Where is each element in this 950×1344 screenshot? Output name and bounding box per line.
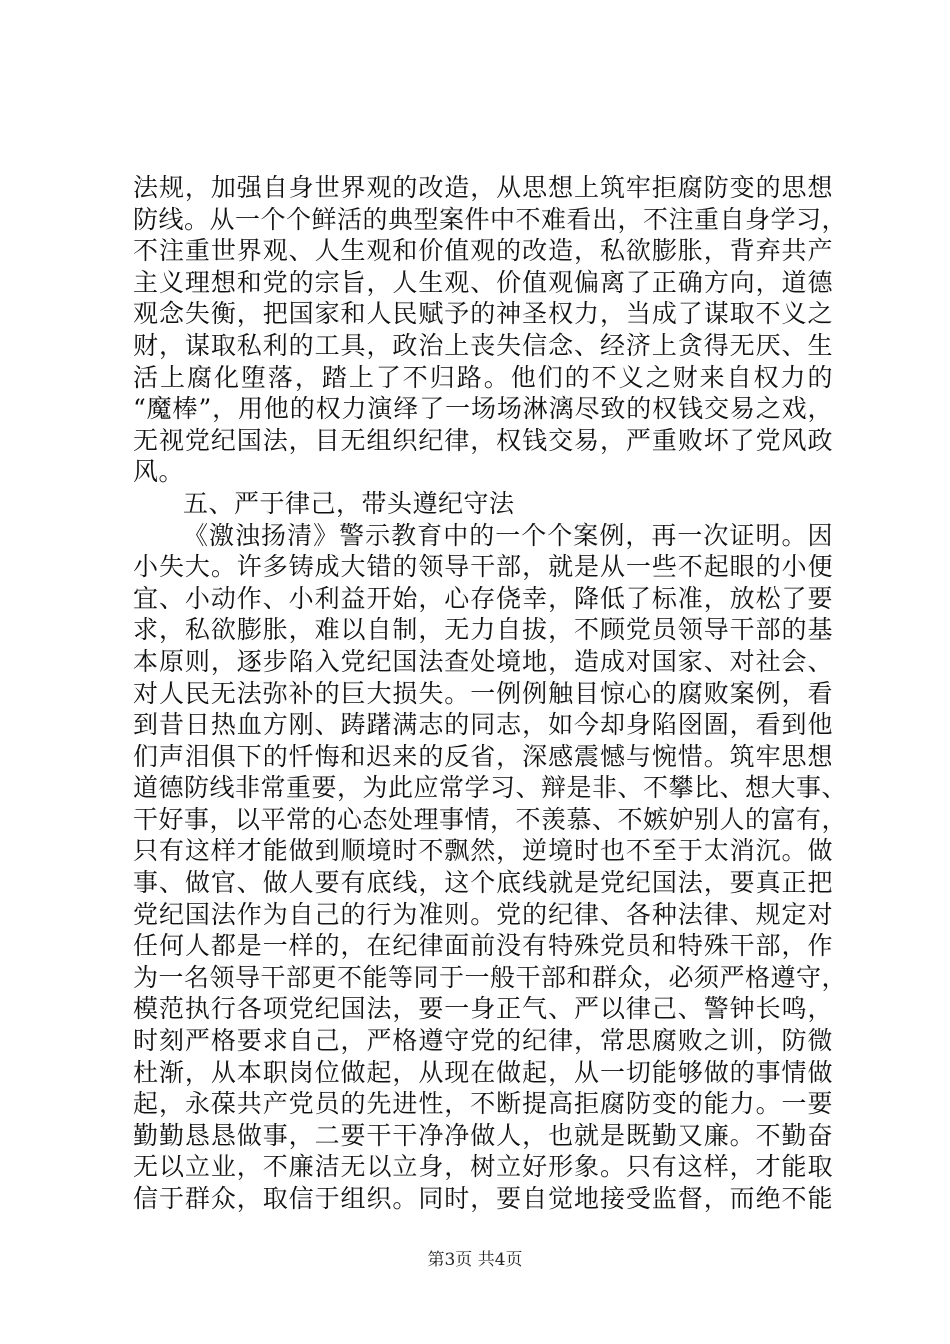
text-line: 对人民无法弥补的巨大损失。一例例触目惊心的腐败案例，看 bbox=[133, 678, 833, 708]
text-line: 防线。从一个个鲜活的典型案件中不难看出，不注重自身学习， bbox=[133, 204, 848, 234]
text-line: 事、做官、做人要有底线，这个底线就是党纪国法，要真正把 bbox=[133, 868, 833, 898]
text-line: 只有这样才能做到顺境时不飘然，逆境时也不至于太消沉。做 bbox=[133, 836, 833, 866]
text-line: 道德防线非常重要，为此应常学习、辩是非、不攀比、想大事、 bbox=[133, 773, 848, 803]
text-line: 《激浊扬清》警示教育中的一个个案例，再一次证明。因 bbox=[183, 520, 833, 550]
text-line: 宜、小动作、小利益开始，心存侥幸，降低了标准，放松了要 bbox=[133, 583, 833, 613]
text-line: 任何人都是一样的，在纪律面前没有特殊党员和特殊干部，作 bbox=[133, 931, 833, 961]
text-line: 求，私欲膨胀，难以自制，无力自拔，不顾党员领导干部的基 bbox=[133, 615, 833, 645]
text-line: 们声泪俱下的忏悔和迟来的反省，深感震憾与惋惜。筑牢思想 bbox=[133, 741, 833, 771]
text-line: 到昔日热血方刚、踌躇满志的同志，如今却身陷囹圄，看到他 bbox=[133, 710, 833, 740]
text-line: 无视党纪国法，目无组织纪律，权钱交易，严重败坏了党风政 bbox=[133, 425, 833, 455]
text-line: 不注重世界观、人生观和价值观的改造，私欲膨胀，背弃共产 bbox=[133, 236, 833, 266]
text-line: 为一名领导干部更不能等同于一般干部和群众，必须严格遵守， bbox=[133, 962, 848, 992]
text-line: 党纪国法作为自己的行为准则。党的纪律、各种法律、规定对 bbox=[133, 899, 833, 929]
text-line: 模范执行各项党纪国法，要一身正气、严以律己、警钟长鸣， bbox=[133, 994, 833, 1024]
text-line: 时刻严格要求自己，严格遵守党的纪律，常思腐败之训，防微 bbox=[133, 1026, 833, 1056]
text-line: 起，永葆共产党员的先进性，不断提高拒腐防变的能力。一要 bbox=[133, 1089, 833, 1119]
text-line: “魔棒”，用他的权力演绎了一场场淋漓尽致的权钱交易之戏， bbox=[133, 394, 833, 424]
text-line: 小失大。许多铸成大错的领导干部，就是从一些不起眼的小便 bbox=[133, 552, 833, 582]
section-heading: 五、严于律己，带头遵纪守法 bbox=[183, 488, 515, 518]
text-line: 干好事，以平常的心态处理事情，不羡慕、不嫉妒别人的富有， bbox=[133, 804, 848, 834]
text-line: 主义理想和党的宗旨，人生观、价值观偏离了正确方向，道德 bbox=[133, 267, 833, 297]
text-line: 活上腐化堕落，踏上了不归路。他们的不义之财来自权力的 bbox=[133, 362, 833, 392]
body-text bbox=[133, 172, 848, 1215]
text-line: 法规，加强自身世界观的改造，从思想上筑牢拒腐防变的思想 bbox=[133, 173, 833, 202]
text-line: 风。 bbox=[133, 457, 185, 487]
text-line: 观念失衡，把国家和人民赋予的神圣权力，当成了谋取不义之 bbox=[133, 299, 833, 329]
text-line: 信于群众，取信于组织。同时，要自觉地接受监督，而绝不能 bbox=[133, 1184, 833, 1213]
text-line: 本原则，逐步陷入党纪国法查处境地，造成对国家、对社会、 bbox=[133, 646, 833, 676]
text-line: 无以立业，不廉洁无以立身，树立好形象。只有这样，才能取 bbox=[133, 1152, 833, 1182]
text-line: 杜渐，从本职岗位做起，从现在做起，从一切能够做的事情做 bbox=[133, 1057, 833, 1087]
page-footer: 第3页 共4页 bbox=[427, 1250, 523, 1270]
text-line: 勤勤恳恳做事，二要干干净净做人，也就是既勤又廉。不勤奋 bbox=[133, 1120, 833, 1150]
text-line: 财，谋取私利的工具，政治上丧失信念、经济上贪得无厌、生 bbox=[133, 330, 833, 360]
